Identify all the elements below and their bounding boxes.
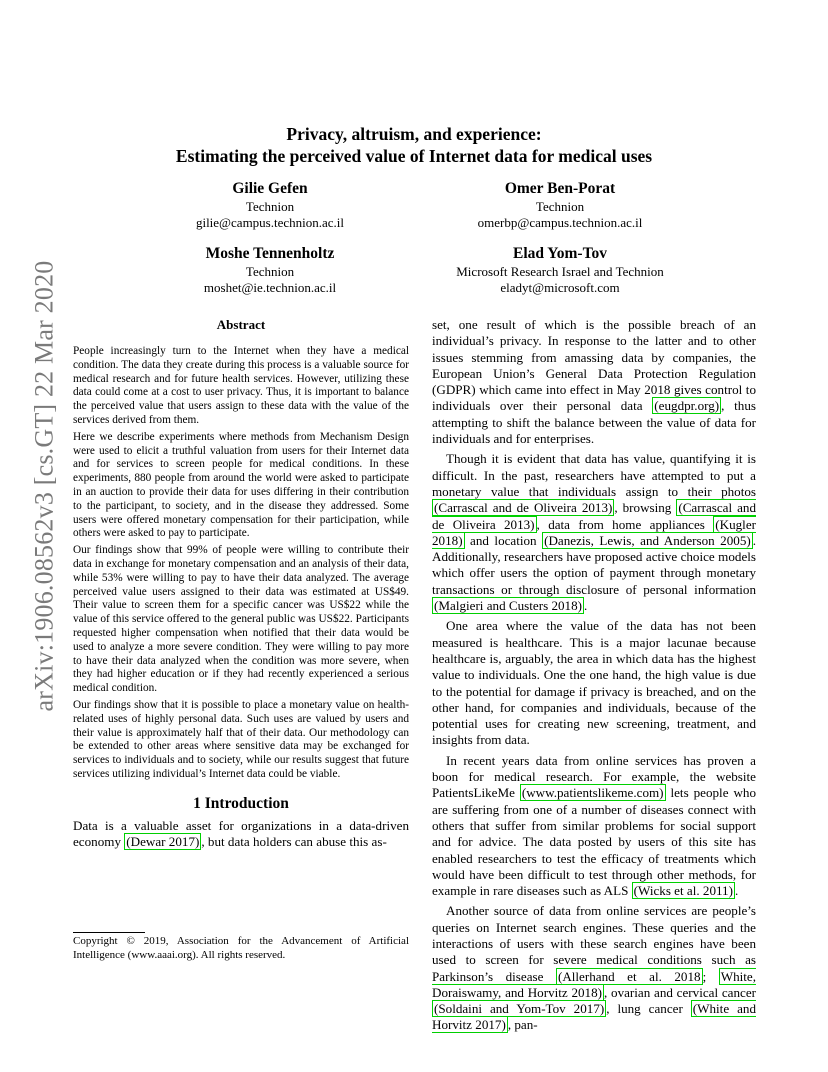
abstract-paragraph: Our findings show that 99% of people were willing to contribute their data in exchange for monetary compensation and an analysis of their data, while 53% were willing to pay to have their data analyzed. The average perceived value users assigned to their data was estimated at US$49. Their value to screen them for a specific cancer was US$22 while the value of this service offered to the general public was US$22. Participants requested higher compensation when notified that their data would be used to analyze a more severe condition. They were willing to pay more to have their data analyzed when the condition was more severe, when they had higher education or if they had recently experienced a serious medical condition. <box>73 544 409 695</box>
text-run: Another source of data from online services are people’s queries on Internet search engines. These queries and the interactions of users with these search engines have been used to screen for severe medical conditions such as Parkinson’s disease <box>432 903 756 984</box>
author-name: Moshe Tennenholtz <box>205 245 335 262</box>
citation-link[interactable]: (Allerhand et al. 2018 <box>557 968 701 984</box>
text-run: , pan- <box>507 1017 538 1033</box>
text-run: , data from home appliances <box>536 516 714 532</box>
citation-link[interactable]: (www.patientslikeme.com) <box>521 785 664 801</box>
author-name: Elad Yom-Tov <box>512 245 608 262</box>
abstract-paragraph: People increasingly turn to the Internet when they have a medical condition. The data they create during this process is a valuable source for medical research and for future health services. However, utilizing these data could come at a cost to user privacy. Thus, it is important to balance the perceived value that users assign to these data with the value of the services derived from them. <box>73 345 409 426</box>
text-run: lets people who are suffering from one of a number of diseases connect with others that suffer from similar problems for social support and for advice. The data posted by users of this site has enabled researchers to test the efficacy of treatments which would have been difficult to test through other methods, for example in rare diseases such as ALS <box>432 785 756 899</box>
text-run: and location <box>464 532 543 548</box>
text-run: , thus attempting to shift the balance between the value of data for individuals and for enterprises. <box>432 398 756 447</box>
author-email[interactable]: moshet@ie.technion.ac.il <box>203 280 337 295</box>
author-email[interactable]: omerbp@campus.technion.ac.il <box>477 215 643 230</box>
author-block <box>120 180 420 231</box>
text-run: , but data holders can abuse this as- <box>201 834 387 849</box>
arxiv-stamp <box>20 260 68 712</box>
author-name: Omer Ben-Porat <box>504 180 616 197</box>
author-affiliation: Technion <box>245 199 295 214</box>
text-run: Data is a valuable asset for organizations in a data-driven economy <box>73 817 409 849</box>
citation-link[interactable]: White, Doraiswamy, and Horvitz 2018) <box>432 968 756 1000</box>
citation-link[interactable]: (White and Horvitz 2017) <box>432 1001 756 1033</box>
citation-link[interactable]: (Carrascal and de Oliveira 2013) <box>432 500 756 532</box>
text-run: In recent years data from online services has proven a boon for medical research. For example, the website PatientsLikeMe <box>432 752 756 801</box>
text-run: , ovarian and cervical cancer <box>604 984 756 1000</box>
text-run: set, one result of which is the possible breach of an individual’s privacy. In response to the latter and to other issues stemming from amassing data by companies, the European Union’s General Data Protection Regulation (GDPR) which came into effect in May 2018 gives control to individuals over their personal data <box>432 317 756 414</box>
title-line-1: Privacy, altruism, and experience: <box>286 124 542 144</box>
body-paragraph <box>432 451 756 614</box>
right-column <box>432 317 756 1038</box>
text-run: , lung cancer <box>606 1001 691 1017</box>
text-run: , browsing <box>614 500 677 516</box>
footnote-rule <box>73 932 145 933</box>
body-paragraph <box>432 317 756 447</box>
citation-link[interactable]: (Malgieri and Custers 2018) <box>434 598 583 614</box>
paper-title <box>74 124 754 167</box>
citation-link[interactable]: (eugdpr.org) <box>654 398 720 414</box>
author-affiliation: Technion <box>535 199 585 214</box>
author-affiliation: Technion <box>245 264 295 279</box>
text-run: . Additionally, researchers have proposed active choice models which offer users the option of payment through monetary transactions or through disclosure of personal information <box>432 532 757 597</box>
section-heading: 1 Introduction <box>193 794 289 812</box>
text-run: . <box>734 883 739 899</box>
text-run: ; <box>702 968 719 984</box>
copyright-notice: Copyright © 2019, Association for the Advancement of Artificial Intelligence (www.aaai.org). All rights reserved. <box>73 935 409 961</box>
author-block <box>410 180 710 231</box>
author-block <box>410 245 710 296</box>
citation-link[interactable]: (Soldaini and Yom-Tov 2017) <box>434 1001 605 1017</box>
abstract-paragraph: Here we describe experiments where methods from Mechanism Design were used to elicit a truthful valuation from users for their Internet data and for services to screen people for medical conditions. In these experiments, 880 people from around the world were asked to participate in an auction to provide their data for uses differing in their contribution to the participant, to society, and in the disease they addressed. Some users were offered monetary compensation for their participation, while others were asked to pay to participate. <box>73 430 409 540</box>
arxiv-stamp-text: arXiv:1906.08562v3 [cs.GT] 22 Mar 2020 <box>29 260 59 712</box>
author-block <box>120 245 420 296</box>
author-email[interactable]: gilie@campus.technion.ac.il <box>195 215 345 230</box>
body-paragraph <box>432 903 756 1033</box>
citation-link[interactable]: (Danezis, Lewis, and Anderson 2005) <box>544 532 751 548</box>
author-email[interactable]: eladyt@microsoft.com <box>500 280 620 295</box>
body-paragraph: One area where the value of the data has not been measured is healthcare. This is a major lacunae because healthcare is, arguably, the area in which data has the highest value to individuals. One the one hand, the high value is due to the potential for damage if privacy is breached, and on the other hand, for companies and individuals, because of the potential uses for creating new screening, treatment, and insights from data. <box>432 618 756 748</box>
author-name: Gilie Gefen <box>232 180 308 197</box>
author-affiliation: Microsoft Research Israel and Technion <box>456 264 664 279</box>
citation-link[interactable]: (Dewar 2017) <box>126 834 200 849</box>
body-paragraph <box>73 818 409 851</box>
body-paragraph <box>432 753 756 900</box>
left-column <box>73 317 409 854</box>
text-run: Though it is evident that data has value, quantifying it is difficult. In the past, researchers have attempted to put a monetary value that individuals assign to their photos <box>432 451 756 499</box>
abstract-heading: Abstract <box>216 317 266 332</box>
text-run: . <box>584 598 588 614</box>
citation-link[interactable]: (Kugler 2018) <box>432 516 756 548</box>
title-line-2: Estimating the perceived value of Internet data for medical uses <box>175 145 653 166</box>
citation-link[interactable]: (Wicks et al. 2011) <box>633 883 733 899</box>
citation-link[interactable]: (Carrascal and de Oliveira 2013) <box>434 500 613 516</box>
abstract-paragraph: Our findings show that it is possible to place a monetary value on health-related uses of highly personal data. Such uses are valued by users and their value is approximately half that of their data. Our methodology can be extended to other areas where sensitive data may be exchanged for services to individuals and to society, while our results suggest that future services utilizing individual’s Internet data could be viable. <box>73 698 409 780</box>
